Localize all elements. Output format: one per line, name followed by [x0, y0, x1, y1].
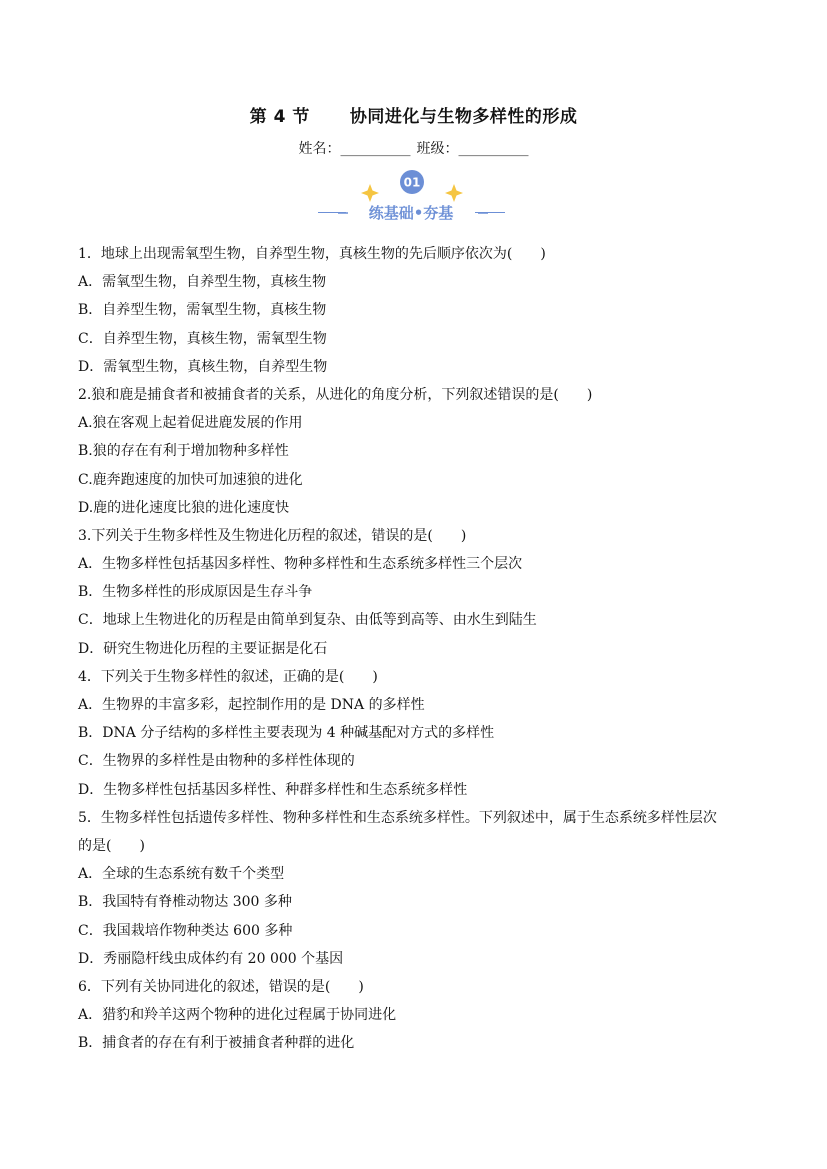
answer-option: A．需氧型生物，自养型生物，真核生物 — [78, 274, 327, 291]
question-stem-continued: 的是( ) — [78, 837, 145, 854]
student-info-line — [0, 138, 827, 158]
badge-number: 01 — [403, 175, 421, 190]
answer-option: B．DNA 分子结构的多样性主要表现为 4 种碱基配对方式的多样性 — [78, 725, 495, 742]
answer-option: C．生物界的多样性是由物种的多样性体现的 — [78, 753, 355, 770]
answer-option: A．全球的生态系统有数千个类型 — [78, 866, 285, 883]
question-list — [78, 240, 758, 1057]
star-icon — [361, 184, 379, 202]
class-field-label: 班级：__________ — [416, 141, 529, 157]
answer-option: B．捕食者的存在有利于被捕食者种群的进化 — [78, 1035, 355, 1052]
badge-right-line — [475, 212, 505, 213]
page-title — [0, 102, 827, 127]
section-number: 第 4 节 — [249, 107, 310, 127]
answer-option: B.狼的存在有利于增加物种多样性 — [78, 443, 289, 460]
answer-option: C．地球上生物进化的历程是由简单到复杂、由低等到高等、由水生到陆生 — [78, 612, 537, 629]
answer-option: A．猎豹和羚羊这两个物种的进化过程属于协同进化 — [78, 1007, 397, 1024]
badge-left-line — [318, 212, 346, 213]
answer-option: C．自养型生物，真核生物，需氧型生物 — [78, 330, 327, 347]
answer-option: B．自养型生物，需氧型生物，真核生物 — [78, 302, 327, 319]
badge-text: 练基础•夯基 — [368, 204, 454, 222]
question-stem: 2.狼和鹿是捕食者和被捕食者的关系，从进化的角度分析，下列叙述错误的是( ) — [78, 386, 593, 403]
answer-option: D．需氧型生物，真核生物，自养型生物 — [78, 358, 328, 375]
star-icon — [445, 184, 463, 202]
answer-option: B．生物多样性的形成原因是生存斗争 — [78, 584, 313, 601]
answer-option: C．我国栽培作物种类达 600 多种 — [78, 922, 293, 939]
question-stem: 3.下列关于生物多样性及生物进化历程的叙述，错误的是( ) — [78, 527, 467, 544]
answer-option: C.鹿奔跑速度的加快可加速狼的进化 — [78, 471, 303, 488]
name-field-label: 姓名：__________ — [298, 141, 411, 157]
question-stem: 5．生物多样性包括遗传多样性、物种多样性和生态系统多样性。下列叙述中，属于生态系统多样性层次 — [78, 809, 717, 826]
answer-option: A．生物界的丰富多彩，起控制作用的是 DNA 的多样性 — [78, 697, 425, 713]
answer-option: D.鹿的进化速度比狼的进化速度快 — [78, 499, 290, 516]
question-stem: 4．下列关于生物多样性的叙述，正确的是( ) — [78, 668, 378, 685]
question-stem: 1．地球上出现需氧型生物，自养型生物，真核生物的先后顺序依次为( ) — [78, 246, 546, 262]
question-stem: 6．下列有关协同进化的叙述，错误的是( ) — [78, 978, 364, 995]
answer-option: A．生物多样性包括基因多样性、物种多样性和生态系统多样性三个层次 — [78, 556, 523, 573]
answer-option: A.狼在客观上起着促进鹿发展的作用 — [78, 415, 303, 432]
section-title: 协同进化与生物多样性的形成 — [349, 107, 578, 127]
answer-option: D．研究生物进化历程的主要证据是化石 — [78, 640, 328, 657]
answer-option: D．秀丽隐杆线虫成体约有 20 000 个基因 — [78, 950, 344, 967]
answer-option: B．我国特有脊椎动物达 300 多种 — [78, 894, 292, 911]
answer-option: D．生物多样性包括基因多样性、种群多样性和生态系统多样性 — [78, 781, 468, 798]
